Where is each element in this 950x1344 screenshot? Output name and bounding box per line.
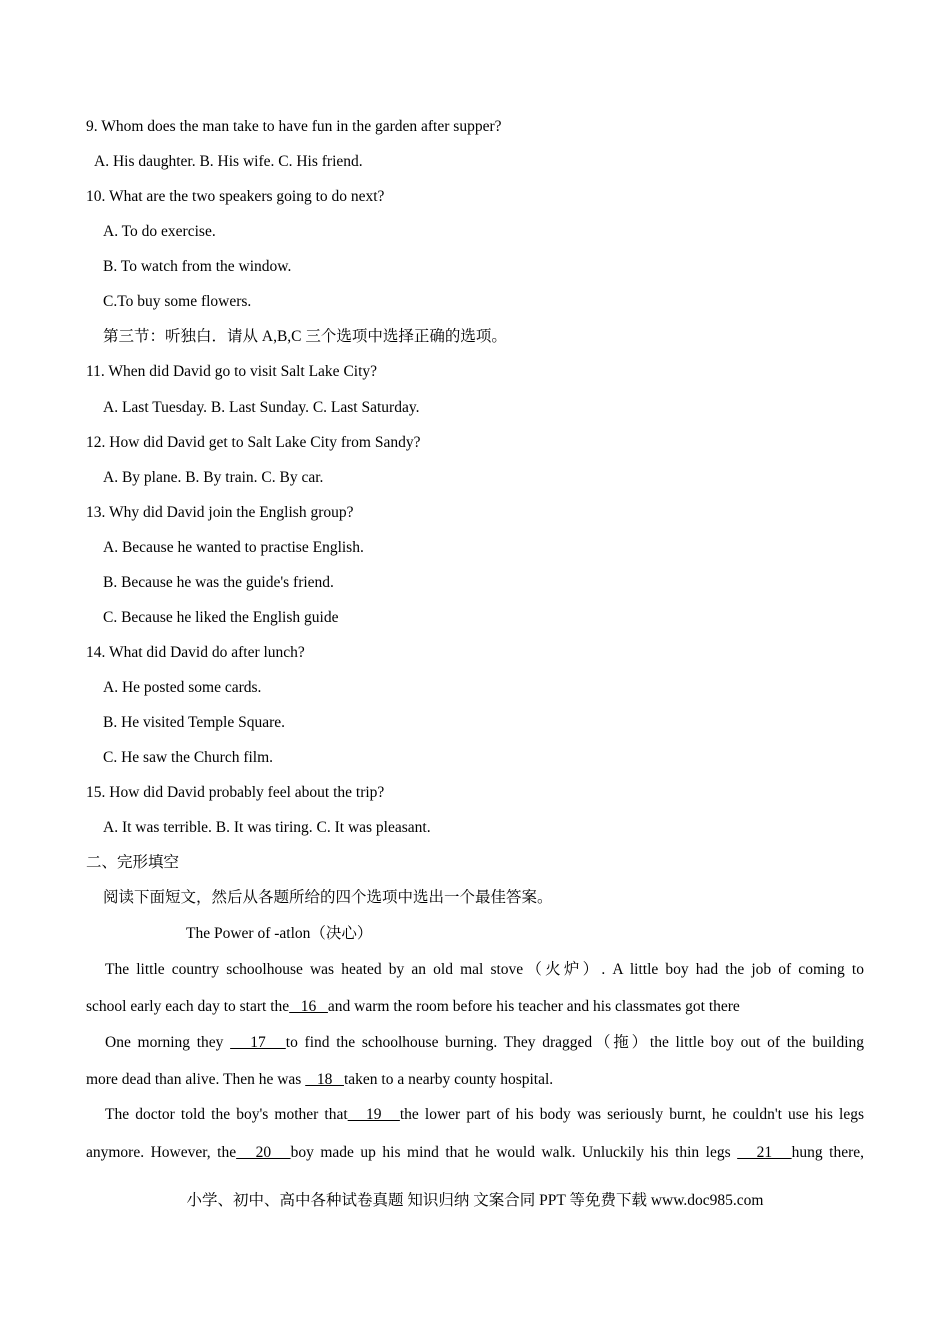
- page-footer: 小学、初中、高中各种试卷真题 知识归纳 文案合同 PPT 等免费下载 www.doc985.com: [186, 1192, 764, 1209]
- passage-line-4: [86, 1070, 864, 1090]
- passage-line-2: [86, 997, 864, 1017]
- ln-q10-a: A. To do exercise.: [103, 223, 216, 240]
- passage-title: The Power of -atlon（决心）: [186, 925, 373, 942]
- ln-q10: 10. What are the two speakers going to do next?: [86, 188, 385, 205]
- passage-line-1: [105, 960, 864, 980]
- passage-text: the lower part of his body was seriously burnt, he couldn't use his legs: [399, 1106, 865, 1123]
- passage-line-6: [86, 1143, 864, 1163]
- ln-q15: 15. How did David probably feel about the trip?: [86, 784, 385, 801]
- passage-text: school early each day to start the: [86, 998, 290, 1015]
- ln-q14-b: B. He visited Temple Square.: [103, 714, 286, 731]
- ln-q10-c: C.To buy some flowers.: [103, 293, 252, 310]
- ln-q13: 13. Why did David join the English group?: [86, 504, 354, 521]
- ln-q12: 12. How did David get to Salt Lake City from Sandy?: [86, 434, 421, 451]
- ln-q10-b: B. To watch from the window.: [103, 258, 292, 275]
- passage-text: One morning they: [105, 1034, 231, 1051]
- passage-text: and warm the room before his teacher and his classmates got there: [327, 998, 740, 1015]
- passage-text: The doctor told the boy's mother that: [105, 1106, 348, 1123]
- ln-q13-a: A. Because he wanted to practise English.: [103, 539, 364, 556]
- blank-19: 19: [347, 1106, 400, 1123]
- blank-18: 18: [305, 1071, 344, 1088]
- ln-q11-options: A. Last Tuesday. B. Last Sunday. C. Last Saturday.: [103, 399, 420, 416]
- section-3-heading: 第三节：听独白．请从 A,B,C 三个选项中选择正确的选项。: [103, 328, 507, 345]
- blank-16: 16: [289, 998, 328, 1015]
- ln-q13-b: B. Because he was the guide's friend.: [103, 574, 334, 591]
- passage-text: more dead than alive. Then he was: [86, 1071, 306, 1088]
- passage-line-5: [105, 1105, 864, 1125]
- ln-q15-options: A. It was terrible. B. It was tiring. C. It was pleasant.: [103, 819, 431, 836]
- ln-q9: 9. Whom does the man take to have fun in the garden after supper?: [86, 118, 502, 135]
- ln-q14-a: A. He posted some cards.: [103, 679, 262, 696]
- blank-21: 21: [737, 1144, 792, 1161]
- passage-text: boy made up his mind that he would walk. Unluckily his thin legs: [290, 1144, 738, 1161]
- cloze-instructions: 阅读下面短文，然后从各题所给的四个选项中选出一个最佳答案。: [103, 889, 553, 906]
- passage-text: hung there,: [791, 1144, 865, 1161]
- passage-text: to find the schoolhouse burning. They dragged（拖）the little boy out of the building: [285, 1034, 864, 1051]
- blank-20: 20: [236, 1144, 291, 1161]
- blank-17: 17: [230, 1034, 286, 1051]
- part-2-heading: 二、完形填空: [86, 854, 180, 871]
- passage-text: The little country schoolhouse was heated by an old mal stove（火炉）. A little boy had the job of coming to: [105, 961, 864, 978]
- passage-text: anymore. However, the: [86, 1144, 237, 1161]
- passage-line-3: [105, 1033, 864, 1053]
- ln-q14-c: C. He saw the Church film.: [103, 749, 274, 766]
- ln-q13-c: C. Because he liked the English guide: [103, 609, 339, 626]
- ln-q11: 11. When did David go to visit Salt Lake City?: [86, 363, 378, 380]
- ln-q12-options: A. By plane. B. By train. C. By car.: [103, 469, 324, 486]
- ln-q14: 14. What did David do after lunch?: [86, 644, 305, 661]
- ln-q9-options: A. His daughter. B. His wife. C. His friend.: [94, 153, 363, 170]
- passage-text: taken to a nearby county hospital.: [343, 1071, 554, 1088]
